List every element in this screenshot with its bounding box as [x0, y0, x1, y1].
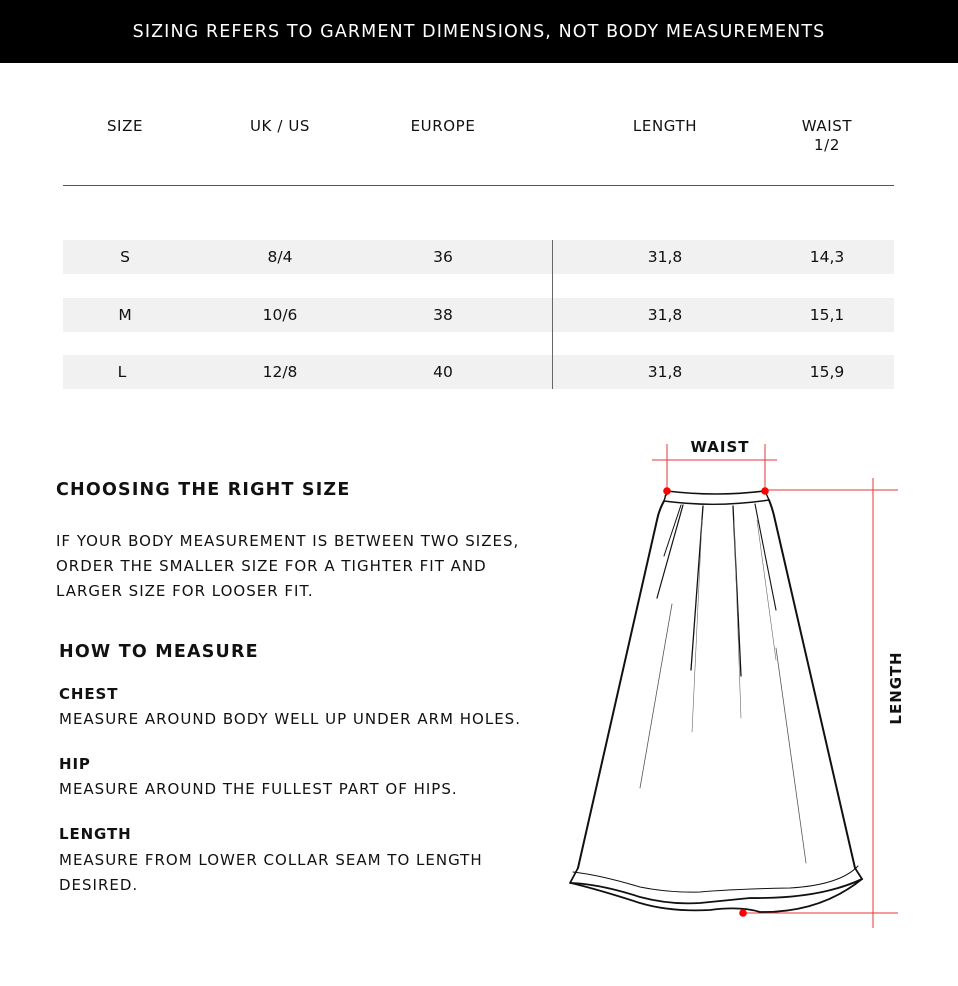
table-row [63, 240, 894, 274]
choosing-line: ORDER THE SMALLER SIZE FOR A TIGHTER FIT AND [56, 557, 487, 575]
choosing-line: LARGER SIZE FOR LOOSER FIT. [56, 582, 314, 600]
length-guide [743, 478, 898, 928]
skirt-illustration [570, 491, 862, 912]
cell-europe: 36 [433, 248, 453, 266]
length-label: LENGTH [887, 651, 905, 725]
choosing-line: IF YOUR BODY MEASUREMENT IS BETWEEN TWO SIZES, [56, 532, 520, 550]
measure-text-hip: MEASURE AROUND THE FULLEST PART OF HIPS. [59, 780, 458, 798]
measure-text-length: DESIRED. [59, 876, 139, 894]
cell-waist-half: 15,1 [809, 306, 845, 324]
col-header-waist [787, 117, 867, 155]
col-header-waist-label: WAIST [801, 117, 853, 135]
measure-text-chest: MEASURE AROUND BODY WELL UP UNDER ARM HOLES. [59, 710, 521, 728]
col-header-uk-us: UK / US [249, 117, 311, 135]
measure-label-chest: CHEST [59, 685, 119, 703]
cell-uk-us: 12/8 [262, 363, 298, 381]
cell-waist-half: 15,9 [809, 363, 845, 381]
table-row [63, 355, 894, 389]
col-header-europe: EUROPE [410, 117, 476, 135]
column-divider [552, 240, 553, 389]
cell-europe: 40 [433, 363, 453, 381]
cell-europe: 38 [433, 306, 453, 324]
measure-label-hip: HIP [59, 755, 91, 773]
cell-size: S [120, 248, 130, 266]
how-to-measure-title: HOW TO MEASURE [59, 642, 259, 662]
sizing-banner [0, 0, 958, 63]
cell-length: 31,8 [647, 248, 683, 266]
table-row [63, 298, 894, 332]
cell-size: L [117, 363, 127, 381]
header-divider [63, 185, 894, 186]
waist-label: WAIST [690, 438, 750, 456]
measure-text-length: MEASURE FROM LOWER COLLAR SEAM TO LENGTH [59, 851, 483, 869]
banner-text: SIZING REFERS TO GARMENT DIMENSIONS, NOT BODY MEASUREMENTS [132, 21, 826, 42]
cell-uk-us: 10/6 [262, 306, 298, 324]
cell-length: 31,8 [647, 363, 683, 381]
waist-right-marker [761, 487, 769, 495]
hem-marker [739, 909, 747, 917]
cell-size: M [118, 306, 132, 324]
col-header-size: SIZE [106, 117, 144, 135]
cell-uk-us: 8/4 [267, 248, 293, 266]
col-header-waist-half: 1/2 [814, 136, 840, 154]
waist-left-marker [663, 487, 671, 495]
choosing-title: CHOOSING THE RIGHT SIZE [56, 480, 351, 500]
cell-waist-half: 14,3 [809, 248, 845, 266]
measure-label-length: LENGTH [59, 825, 132, 843]
col-header-length: LENGTH [632, 117, 698, 135]
cell-length: 31,8 [647, 306, 683, 324]
